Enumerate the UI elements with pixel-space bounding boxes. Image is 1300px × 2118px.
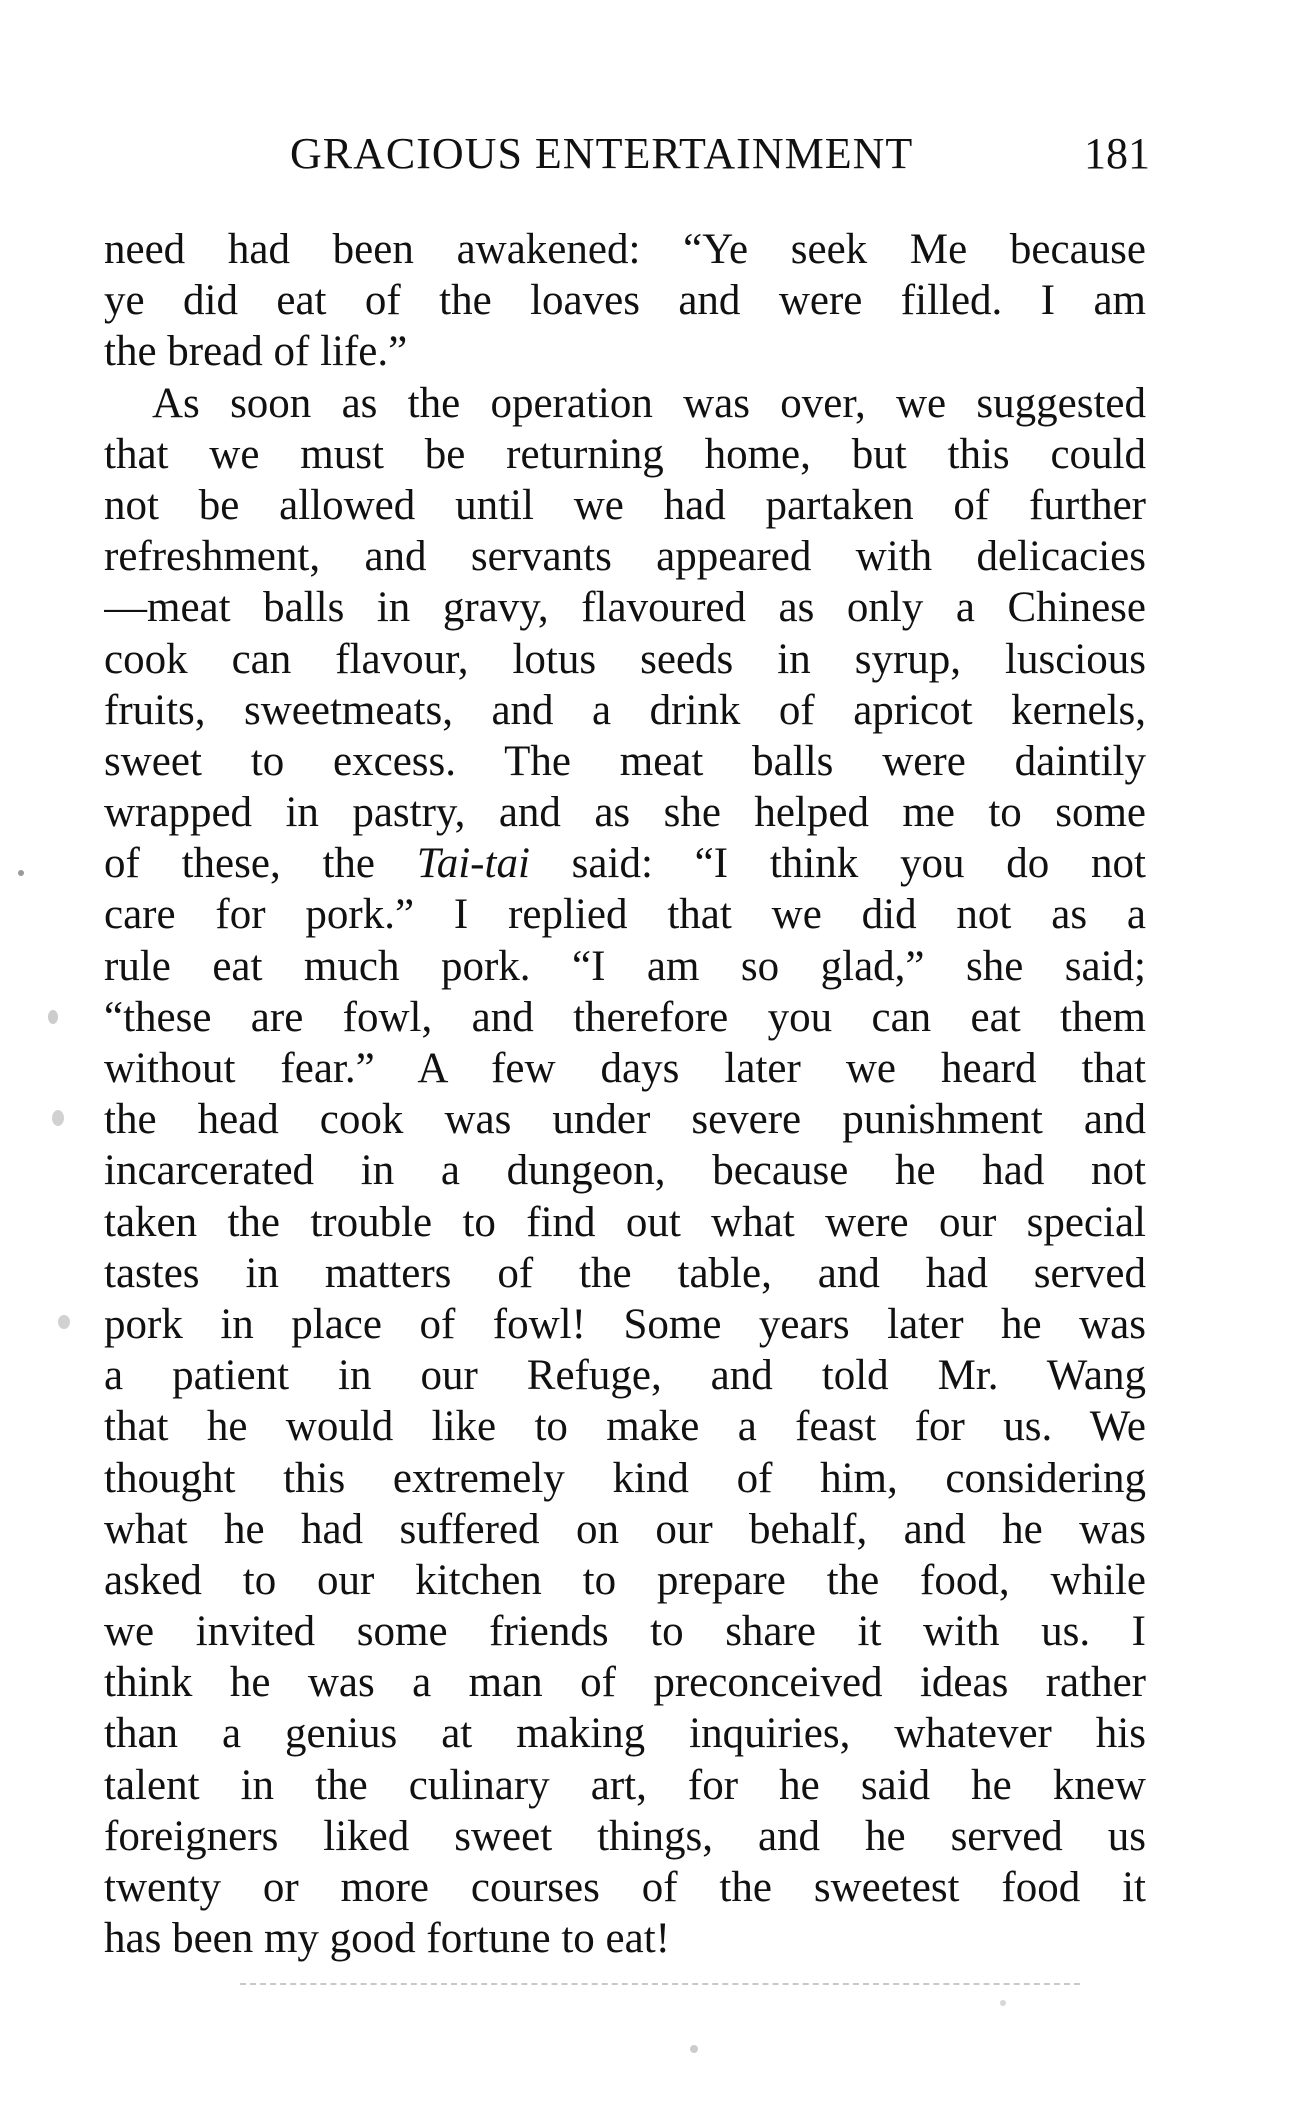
text-line: “these are fowl, and therefore you can eat them: [104, 993, 1146, 1041]
running-head: [100, 128, 1150, 188]
text-line: sweet to excess. The meat balls were daintily: [104, 737, 1146, 785]
text-line: talent in the culinary art, for he said he knew: [104, 1761, 1146, 1809]
scan-speck: [52, 1110, 64, 1126]
text-segment: of these, the: [104, 840, 417, 888]
text-segment: said: “I think you do not: [529, 840, 1146, 888]
scan-speck: [690, 2045, 698, 2053]
scan-speck: [18, 870, 24, 876]
paragraph-first-line: As soon as the operation was over, we suggested: [152, 379, 1146, 427]
text-line: need had been awakened: “Ye seek Me because: [104, 226, 1146, 273]
scan-speck: [58, 1315, 70, 1329]
text-line: care for pork.” I replied that we did not as a: [104, 891, 1146, 939]
text-line: wrapped in pastry, and as she helped me to some: [104, 789, 1146, 837]
text-line: fruits, sweetmeats, and a drink of apricot kernels,: [104, 686, 1146, 734]
text-line: ye did eat of the loaves and were filled. I am: [104, 277, 1146, 325]
text-line: what he had suffered on our behalf, and he was: [104, 1505, 1146, 1553]
running-title: GRACIOUS ENTERTAINMENT: [290, 129, 914, 178]
text-line: tastes in matters of the table, and had served: [104, 1249, 1146, 1297]
text-line: not be allowed until we had partaken of further: [104, 481, 1146, 529]
scan-speck: [1000, 2000, 1006, 2006]
text-line: has been my good fortune to eat!: [104, 1915, 670, 1963]
text-line: a patient in our Refuge, and told Mr. Wang: [104, 1352, 1146, 1400]
text-line: refreshment, and servants appeared with delicacies: [104, 533, 1146, 581]
text-line: —meat balls in gravy, flavoured as only a Chinese: [104, 584, 1146, 632]
text-line: incarcerated in a dungeon, because he had not: [104, 1147, 1146, 1195]
bottom-rule: [240, 1983, 1080, 1985]
page-number: 181: [1084, 129, 1150, 178]
text-line: think he was a man of preconceived ideas rather: [104, 1659, 1146, 1707]
text-line: we invited some friends to share it with us. I: [104, 1608, 1146, 1656]
text-line: than a genius at making inquiries, whatever his: [104, 1710, 1146, 1758]
text-line: the head cook was under severe punishment and: [104, 1096, 1146, 1144]
text-line: twenty or more courses of the sweetest food it: [104, 1864, 1146, 1911]
text-line: rule eat much pork. “I am so glad,” she said;: [104, 942, 1146, 990]
text-line-with-italic: [104, 838, 1146, 889]
text-line: that he would like to make a feast for us. We: [104, 1403, 1146, 1451]
text-line: cook can flavour, lotus seeds in syrup, luscious: [104, 635, 1146, 683]
italic-term: Tai-tai: [416, 840, 530, 888]
text-line: thought this extremely kind of him, considering: [104, 1454, 1146, 1502]
text-line: asked to our kitchen to prepare the food, while: [104, 1556, 1146, 1604]
text-line: that we must be returning home, but this could: [104, 430, 1146, 478]
text-line: pork in place of fowl! Some years later he was: [104, 1300, 1146, 1348]
scan-speck: [48, 1010, 58, 1024]
text-line: without fear.” A few days later we heard that: [104, 1045, 1146, 1092]
body-text: [104, 224, 1146, 1964]
text-line: foreigners liked sweet things, and he served us: [104, 1812, 1146, 1860]
text-line: the bread of life.”: [104, 328, 408, 376]
text-line: taken the trouble to find out what were our special: [104, 1198, 1146, 1246]
